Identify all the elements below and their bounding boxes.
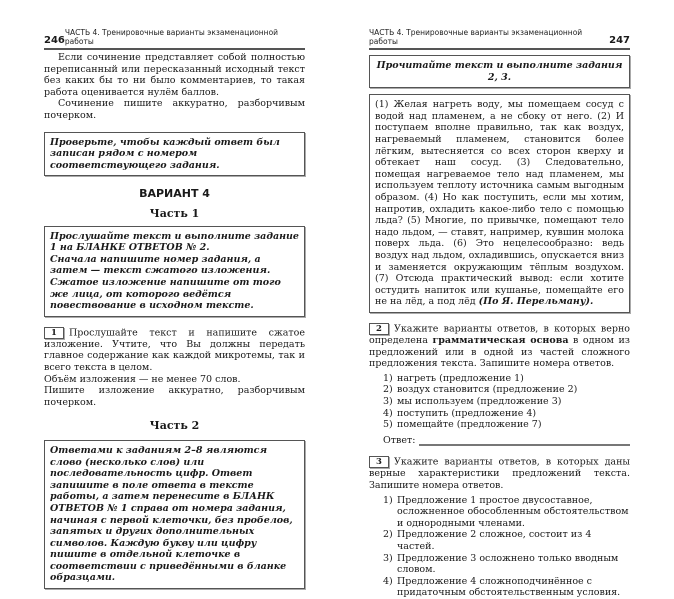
read-text-box: Прочитайте текст и выполните задания 2, 3. bbox=[369, 55, 630, 88]
task3-options bbox=[383, 495, 630, 599]
option-text: Предложение 2 сложное, состоит из 4 частей. bbox=[397, 529, 592, 552]
running-header-title: ЧАСТЬ 4. Тренировочные варианты экзаменационной работы bbox=[369, 28, 583, 46]
part1-instruction-line: Прослушайте текст и выполните задание 1 на БЛАНКЕ ОТВЕТОВ № 2. bbox=[50, 230, 299, 254]
task2-prompt bbox=[369, 323, 630, 370]
option-number: 3) bbox=[383, 395, 393, 407]
page-header bbox=[369, 28, 630, 50]
option-text: Предложение 4 сложноподчинённое с придаточным обстоятельственным условия. bbox=[397, 575, 621, 599]
task1-line: Прослушайте текст и напишите сжатое изложение. Учтите, что Вы должны передать главное содержание как каждой микротемы, так и всего текста в целом. bbox=[44, 327, 305, 373]
option-text: Предложение 3 осложнено только вводным словом. bbox=[397, 552, 619, 576]
page-number: 247 bbox=[609, 35, 630, 46]
part2-title: Часть 2 bbox=[149, 419, 200, 433]
option-text: мы используем (предложение 3) bbox=[397, 395, 562, 407]
page-number: 246 bbox=[44, 35, 65, 46]
task1-text bbox=[44, 327, 305, 374]
text-source: (По Я. Перельману). bbox=[478, 296, 594, 308]
option-number: 5) bbox=[383, 419, 393, 431]
option-text: поступить (предложение 4) bbox=[397, 407, 537, 419]
answer-field bbox=[383, 435, 630, 447]
task2-prompt-part: Укажите варианты ответов, в которых верно определена bbox=[369, 323, 630, 346]
task-3 bbox=[369, 456, 630, 599]
task-1 bbox=[44, 327, 305, 409]
intro-paragraph: Если сочинение представляет собой полностью переписанный или пересказанный исходный текст без каких бы то ни было комментариев, то такая работа оценивается нулём баллов. bbox=[44, 52, 305, 98]
option-text: Предложение 1 простое двусоставное, осложненное обособленным обстоятельством и однородными членами. bbox=[397, 494, 629, 529]
task3-prompt bbox=[369, 456, 630, 491]
page-header bbox=[44, 28, 305, 50]
task1-line: Объём изложения — не менее 70 слов. bbox=[44, 373, 241, 385]
task2-prompt-part: в одном из предложений или в одной из частей сложного предложения текста. Запишите номера ответов. bbox=[369, 334, 630, 370]
task-number-box: 3 bbox=[369, 456, 389, 468]
option-item bbox=[383, 419, 630, 431]
left-page bbox=[0, 0, 337, 584]
option-number: 2) bbox=[383, 384, 393, 396]
option-text: воздух становится (предложение 2) bbox=[397, 384, 578, 396]
task2-prompt-bold: грамматическая основа bbox=[432, 334, 569, 346]
task2-options bbox=[383, 373, 630, 431]
option-item bbox=[383, 495, 630, 530]
option-item bbox=[383, 384, 630, 396]
task-2 bbox=[369, 323, 630, 446]
task-number-box: 1 bbox=[44, 327, 64, 339]
part2-instructions-box: Ответами к заданиям 2–8 являются слово (несколько слов) или последовательность цифр. Ответ запишите в поле ответа в тексте работы, а затем перенесите в БЛАНК ОТВЕТОВ № 1 справа от номера задания, начиная с первой клеточки, без пробелов, запятых и других дополнительных символов. Каждую букву или цифру пишите в отдельной клеточке в соответствии с приведёнными в бланке образцами. bbox=[44, 440, 305, 589]
option-item bbox=[383, 396, 630, 408]
part1-instructions-box bbox=[44, 226, 305, 317]
option-item bbox=[383, 373, 630, 385]
answer-line[interactable] bbox=[419, 435, 630, 446]
reading-text-box bbox=[369, 94, 630, 313]
task1-line: Пишите изложение аккуратно, разборчивым почерком. bbox=[44, 385, 305, 408]
check-answer-box: Проверьте, чтобы каждый ответ был записан рядом с номером соответствующего задания. bbox=[44, 132, 305, 177]
option-number: 1) bbox=[383, 494, 393, 506]
option-item bbox=[383, 576, 630, 599]
reading-text-body: (1) Желая нагреть воду, мы помещаем сосуд с водой над пламенем, а не сбоку от него. (2) И поступаем вполне правильно, так как воздух, нагреваемый пламенем, становится более лёгким, вытесняется со всех сторон кверху и обтекает наш сосуд. (3) Следовательно, помещая нагреваемое тело над пламенем, мы используем теплоту источника самым выгодным образом. (4) Но как поступить, если мы хотим, напротив, охладить какое-либо тело с помощью льда? (5) Многие, по привычке, помещают тело надо льдом, — ставят, например, кувшин молока поверх льда. (6) Это нецелесообразно: ведь воздух над льдом, охладившись, опускается вниз и заменяется окружающим тёплым воздухом. (7) Отсюда практический вывод: если хотите остудить напиток или кушанье, помещайте его не на лёд, а под лёд bbox=[375, 99, 624, 308]
reading-text bbox=[375, 99, 624, 308]
part1-title: Часть 1 bbox=[149, 206, 200, 220]
running-header-title: ЧАСТЬ 4. Тренировочные варианты экзаменационной работы bbox=[64, 28, 279, 46]
intro-paragraph: Сочинение пишите аккуратно, разборчивым почерком. bbox=[44, 98, 305, 121]
option-number: 4) bbox=[383, 575, 393, 587]
variant-title: ВАРИАНТ 4 bbox=[139, 187, 210, 201]
left-page-content bbox=[44, 52, 305, 589]
right-page bbox=[337, 0, 674, 599]
option-item bbox=[383, 408, 630, 420]
right-page-content bbox=[369, 55, 630, 599]
option-item bbox=[383, 529, 630, 552]
option-text: помещайте (предложение 7) bbox=[397, 419, 542, 431]
option-item bbox=[383, 553, 630, 576]
part1-instruction-line: Сначала напишите номер задания, а затем — текст сжатого изложения. Сжатое изложение напишите от того же лица, от которого ведётся повествование в исходном тексте. bbox=[50, 253, 281, 312]
option-number: 4) bbox=[383, 407, 393, 419]
task-number-box: 2 bbox=[369, 323, 389, 335]
option-number: 3) bbox=[383, 552, 393, 564]
task3-prompt-text: Укажите варианты ответов, в которых даны верные характеристики предложений текста. Запишите номера ответов. bbox=[369, 456, 630, 491]
option-text: нагреть (предложение 1) bbox=[397, 372, 524, 384]
option-number: 2) bbox=[383, 529, 393, 541]
answer-label: Ответ: bbox=[383, 434, 416, 446]
option-number: 1) bbox=[383, 372, 393, 384]
